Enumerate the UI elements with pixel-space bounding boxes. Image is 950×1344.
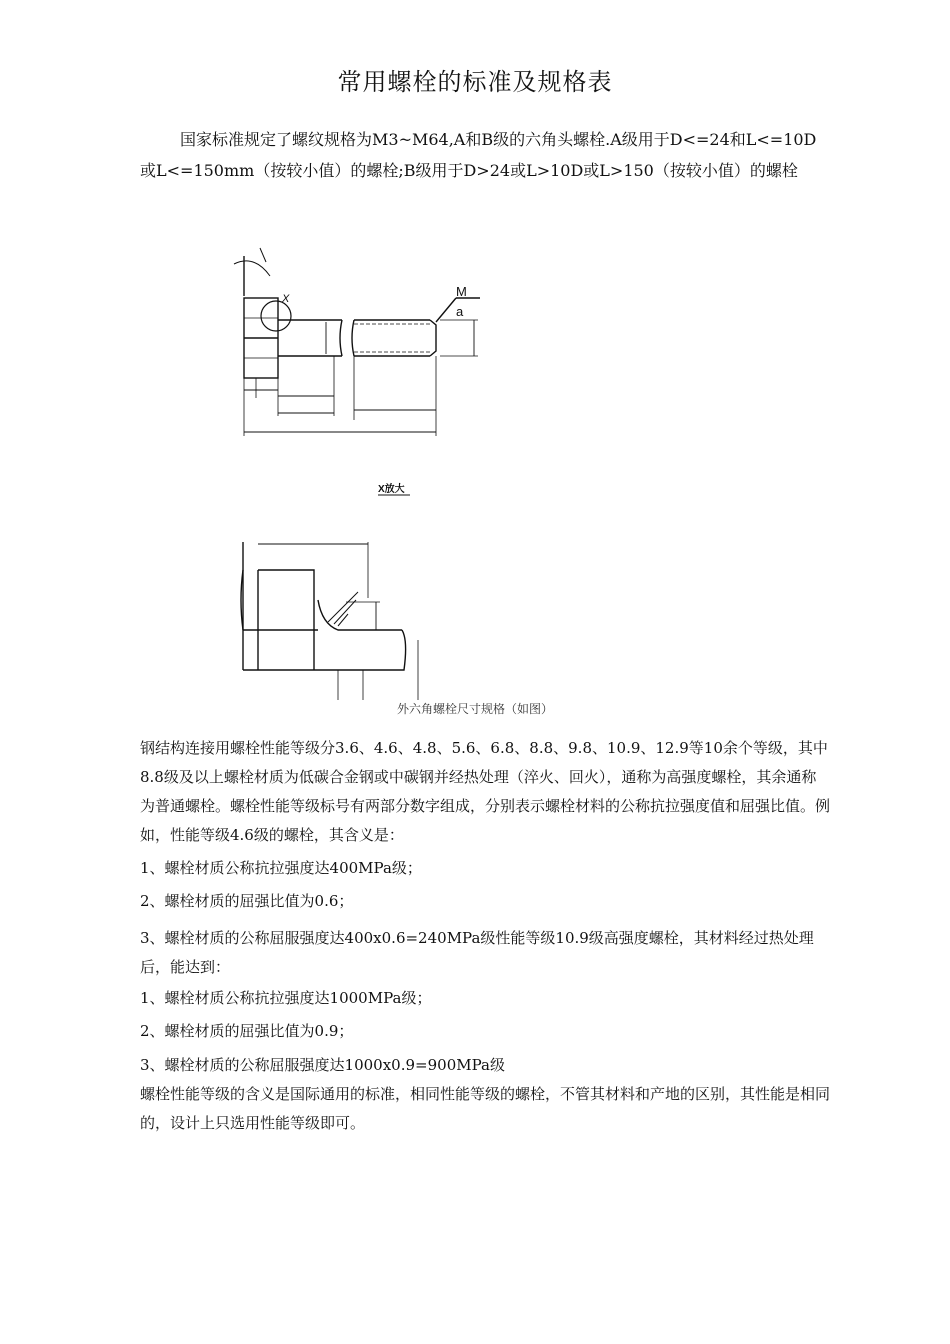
conclusion-paragraph: 螺栓性能等级的含义是国际通用的标准，相同性能等级的螺栓，不管其材料和产地的区别，其性能是相同的，设计上只选用性能等级即可。 [140,1085,831,1132]
detail-heading-text: X放大 [378,484,405,495]
detail-marker-x: X [282,293,290,305]
list1-item-2: 2、螺栓材质的屈强比值为0.6； [140,892,354,910]
intro-paragraph: 国家标准规定了螺纹规格为M3~M64,A和B级的六角头螺栓.A级用于D<=24和L<=10D或L<=150mm（按较小值）的螺栓;B级用于D>24或L>10D或L>150（按较小值）的螺栓 [140,130,817,180]
list2-item-3: 3、螺栓材质的公称屈服强度达1000x0.9=900MPa级 [140,1056,505,1074]
bolt-detail-enlarged-drawing [238,540,438,750]
page-title: 常用螺栓的标准及规格表 [337,68,613,96]
list1-item-1: 1、螺栓材质公称抗拉强度达400MPa级； [140,859,422,877]
thread-label-a: a [456,304,464,319]
list2-item-2: 2、螺栓材质的屈强比值为0.9； [140,1022,354,1040]
detail-heading [370,478,420,498]
figure-caption: 外六角螺栓尺寸规格（如图） [396,702,553,716]
thread-label-m: M [456,284,467,299]
list2-item-1: 1、螺栓材质公称抗拉强度达1000MPa级； [140,989,432,1007]
performance-grade-paragraph: 钢结构连接用螺栓性能等级分3.6、4.6、4.8、5.6、6.8、8.8、9.8、10.9、12.9等10余个等级，其中8.8级及以上螺栓材质为低碳合金钢或中碳钢并经热处理（淬火、回火），通称为高强度螺栓，其余通称为普通螺栓。螺栓性能等级标号有两部分数字组成，分别表示螺栓材料的公称抗拉强度值和屈强比值。例如，性能等级4.6级的螺栓，其含义是： [140,739,831,844]
list1-item-3: 3、螺栓材质的公称屈服强度达400x0.6=240MPa级性能等级10.9级高强度螺栓，其材料经过热处理后，能达到： [140,929,814,976]
bolt-side-view-drawing [230,238,500,448]
body-text [140,734,830,1138]
